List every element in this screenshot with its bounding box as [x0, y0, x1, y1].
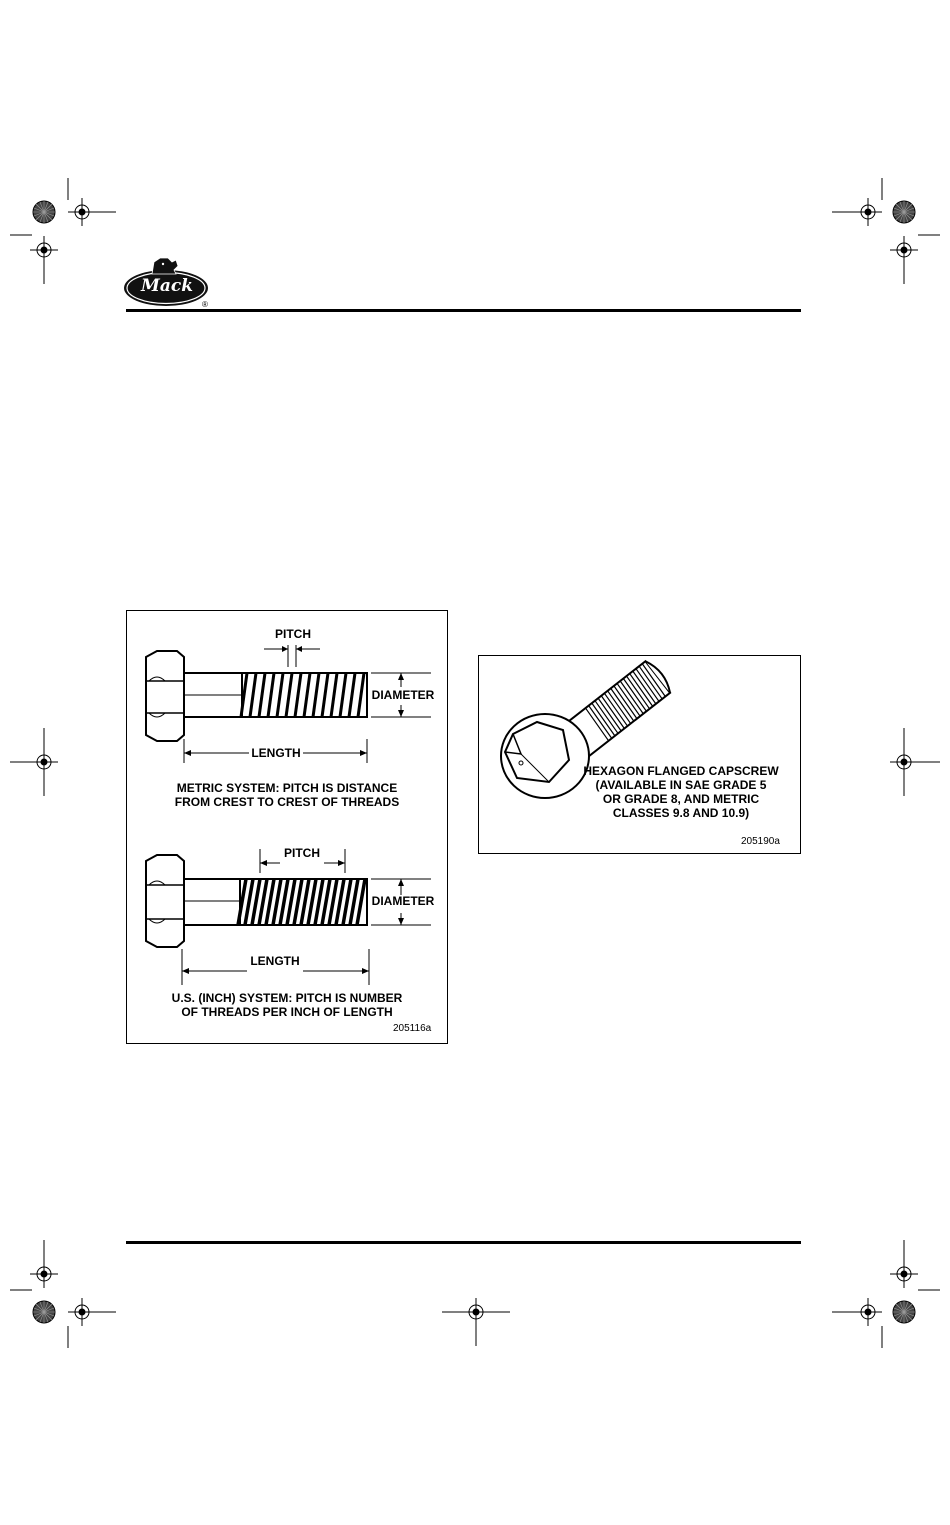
metric-pitch-label: PITCH: [275, 627, 311, 641]
metric-diameter-label: DIAMETER: [371, 688, 435, 702]
registration-target-icon: [854, 1298, 882, 1326]
inch-caption-line: OF THREADS PER INCH OF LENGTH: [181, 1005, 393, 1019]
figure-code: 205116a: [393, 1023, 432, 1034]
figure-code: 205190a: [741, 836, 780, 847]
inch-diameter-label: DIAMETER: [371, 894, 435, 908]
registration-target-icon: [890, 748, 918, 776]
header-rule: [126, 309, 801, 312]
registration-target-icon: [890, 236, 918, 264]
footer-rule: [126, 1241, 801, 1244]
capscrew-figure: [478, 655, 801, 854]
registration-target-icon: [462, 1298, 490, 1326]
registration-burst-icon: [893, 201, 915, 223]
mack-logo: [122, 252, 218, 312]
capscrew-caption-line: (AVAILABLE IN SAE GRADE 5: [595, 778, 767, 792]
capscrew-illustration: [479, 656, 800, 853]
registration-target-icon: [68, 1298, 96, 1326]
logo-registered-mark: ®: [202, 300, 208, 309]
capscrew-caption: [567, 764, 795, 820]
registration-burst-icon: [33, 201, 55, 223]
registration-target-icon: [854, 198, 882, 226]
inch-pitch-label: PITCH: [284, 846, 320, 860]
metric-caption: [127, 781, 447, 809]
inch-caption-line: U.S. (INCH) SYSTEM: PITCH IS NUMBER: [171, 991, 403, 1005]
registration-target-icon: [30, 1260, 58, 1288]
capscrew-caption-line: OR GRADE 8, AND METRIC: [602, 792, 760, 806]
inch-bolt-illustration: [127, 837, 447, 997]
inch-caption: [127, 991, 447, 1019]
registration-target-icon: [30, 236, 58, 264]
metric-length-label: LENGTH: [251, 746, 301, 760]
capscrew-caption-line: CLASSES 9.8 AND 10.9): [612, 806, 750, 820]
metric-caption-line: FROM CREST TO CREST OF THREADS: [174, 795, 400, 809]
registration-target-icon: [30, 748, 58, 776]
thread-pitch-figure: [126, 610, 448, 1044]
metric-caption-line: METRIC SYSTEM: PITCH IS DISTANCE: [176, 781, 398, 795]
registration-target-icon: [68, 198, 96, 226]
capscrew-caption-line: HEXAGON FLANGED CAPSCREW: [583, 764, 779, 778]
registration-burst-icon: [893, 1301, 915, 1323]
registration-burst-icon: [33, 1301, 55, 1323]
inch-length-label: LENGTH: [250, 954, 300, 968]
registration-target-icon: [890, 1260, 918, 1288]
logo-wordmark: Mack: [141, 276, 193, 296]
